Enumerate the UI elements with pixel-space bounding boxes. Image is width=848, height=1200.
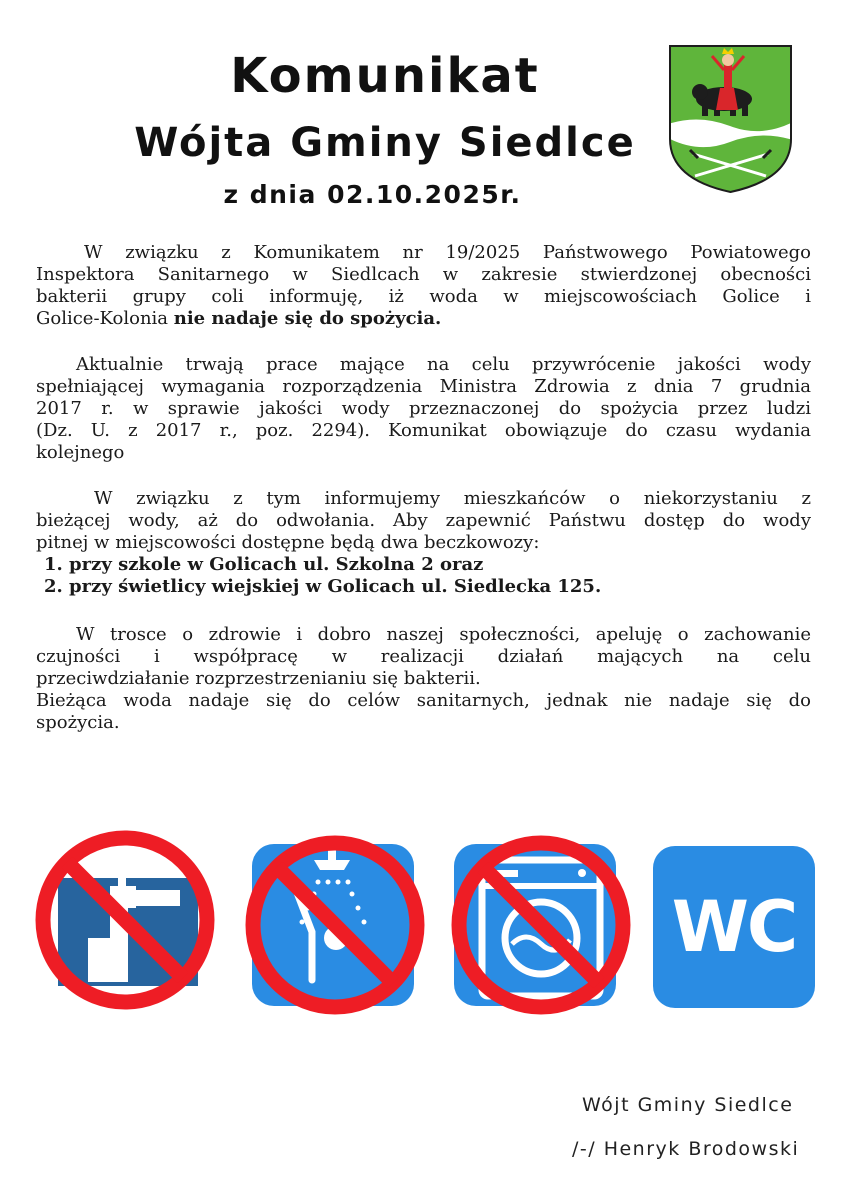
list-item: 1. przy szkole w Golicach ul. Szkolna 2 oraz [44, 554, 484, 575]
warning-text: nie nadaje się do spożycia. [173, 308, 442, 329]
wc-label: WC [671, 886, 797, 968]
paragraph-line: W związku z Komunikatem nr 19/2025 Państwowego Powiatowego [84, 242, 811, 263]
paragraph-2 [36, 354, 811, 464]
paragraph-line: bieżącej wody, aż do odwołania. Aby zapewnić Państwu dostęp do wody [36, 510, 811, 531]
paragraph-line: Bieżąca woda nadaje się do celów sanitarnych, jednak nie nadaje się do [36, 690, 811, 711]
date-line: z dnia 02.10.2025r. [223, 180, 522, 209]
paragraph-line [36, 308, 811, 330]
paragraph-line: przeciwdziałanie rozprzestrzenianiu się bakterii. [36, 668, 481, 689]
signature-role: Wójt Gminy Siedlce [582, 1094, 794, 1116]
list-item: 2. przy świetlicy wiejskiej w Golicach ul. Siedlecka 125. [44, 576, 602, 597]
paragraph-line: pitnej w miejscowości dostępne będą dwa beczkowozy: [36, 532, 540, 553]
paragraph-line: 2017 r. w sprawie jakości wody przeznaczonej do spożycia przez ludzi [36, 398, 811, 419]
paragraph-line: Aktualnie trwają prace mające na celu przywrócenie jakości wody [76, 354, 811, 375]
paragraph-line: (Dz. U. z 2017 r., poz. 2294). Komunikat obowiązuje do czasu wydania [36, 420, 811, 441]
coat-of-arms-icon [668, 44, 793, 194]
wc-icon [653, 846, 815, 1008]
paragraph-line: Inspektora Sanitarnego w Siedlcach w zakresie stwierdzonej obecności [36, 264, 811, 285]
paragraph-line: bakterii grupy coli informuję, iż woda w miejscowościach Golice i [36, 286, 811, 307]
paragraph-line: spożycia. [36, 712, 120, 733]
paragraph-line: spełniającej wymagania rozporządzenia Ministra Zdrowia z dnia 7 grudnia [36, 376, 811, 397]
icon-row [0, 820, 848, 1020]
paragraph-text: Golice-Kolonia [36, 308, 174, 329]
paragraph-4 [36, 624, 811, 734]
paragraph-3 [36, 488, 811, 598]
page-title: Komunikat [230, 48, 540, 104]
paragraph-line: W trosce o zdrowie i dobro naszej społeczności, apeluję o zachowanie [76, 624, 811, 645]
no-drinking-water-icon [30, 820, 220, 1020]
paragraph-line: czujności i współpracę w realizacji działań mających na celu [36, 646, 811, 667]
washing-machine-icon [446, 820, 636, 1020]
paragraph-line: kolejnego [36, 442, 125, 463]
page-subtitle: Wójta Gminy Siedlce [134, 120, 636, 166]
signature-name: /-/ Henryk Brodowski [572, 1138, 800, 1160]
paragraph-line: W związku z tym informujemy mieszkańców o niekorzystaniu z [94, 488, 811, 509]
paragraph-1 [36, 242, 811, 330]
shower-icon [240, 820, 430, 1020]
